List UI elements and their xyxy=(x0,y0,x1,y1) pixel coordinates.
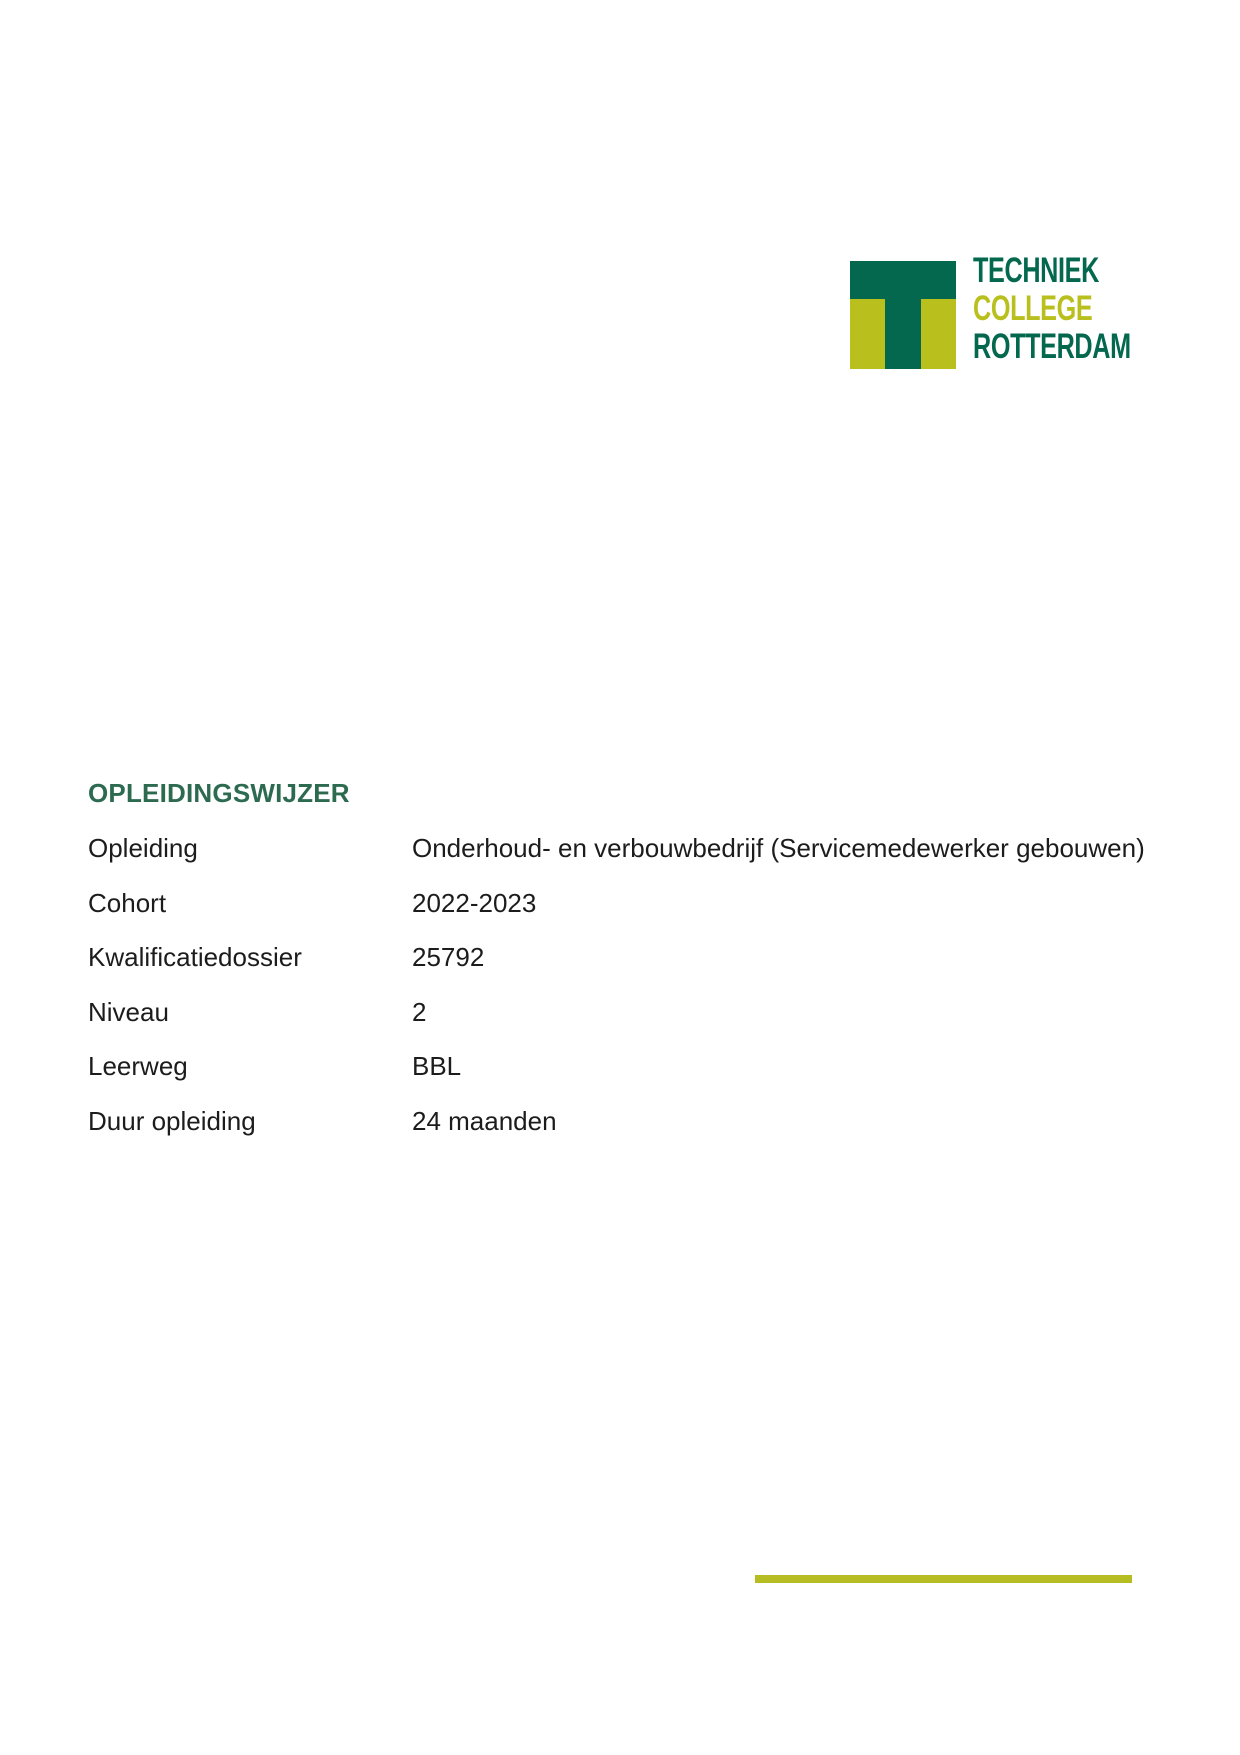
detail-row-kwalificatiedossier xyxy=(88,942,1148,997)
detail-label: Kwalificatiedossier xyxy=(88,942,302,972)
detail-label: Leerweg xyxy=(88,1051,188,1081)
details-table xyxy=(88,833,1148,1160)
logo-t-icon xyxy=(850,261,956,369)
logo-wordmark xyxy=(973,252,1131,366)
logo-word-line2: COLLEGE xyxy=(973,289,1093,328)
page-title: OPLEIDINGSWIJZER xyxy=(88,778,350,808)
detail-row-niveau xyxy=(88,997,1148,1052)
detail-value: 2022-2023 xyxy=(412,887,537,918)
logo-t-top-bar xyxy=(850,261,956,299)
detail-value: 2 xyxy=(412,996,427,1027)
detail-row-opleiding xyxy=(88,833,1148,888)
detail-label: Niveau xyxy=(88,996,169,1027)
logo-word-line1: TECHNIEK xyxy=(973,251,1099,290)
logo-lime-right xyxy=(921,299,956,369)
detail-value: Onderhoud- en verbouwbedrijf (Servicemedewerker gebouwen) xyxy=(412,833,1145,863)
detail-row-cohort xyxy=(88,888,1148,943)
logo-lime-left xyxy=(850,299,885,369)
detail-label: Opleiding xyxy=(88,833,198,863)
detail-row-duur-opleiding xyxy=(88,1106,1148,1161)
detail-value: BBL xyxy=(412,1051,462,1081)
logo-t-bottom xyxy=(850,299,956,369)
detail-label: Cohort xyxy=(88,887,167,918)
detail-row-leerweg xyxy=(88,1051,1148,1106)
footer-accent-bar xyxy=(755,1575,1132,1583)
detail-value: 24 maanden xyxy=(412,1105,557,1136)
detail-value: 25792 xyxy=(412,942,485,972)
logo-word-line3: ROTTERDAM xyxy=(973,327,1131,366)
logo-t-stem xyxy=(885,299,921,369)
detail-label: Duur opleiding xyxy=(88,1105,256,1136)
